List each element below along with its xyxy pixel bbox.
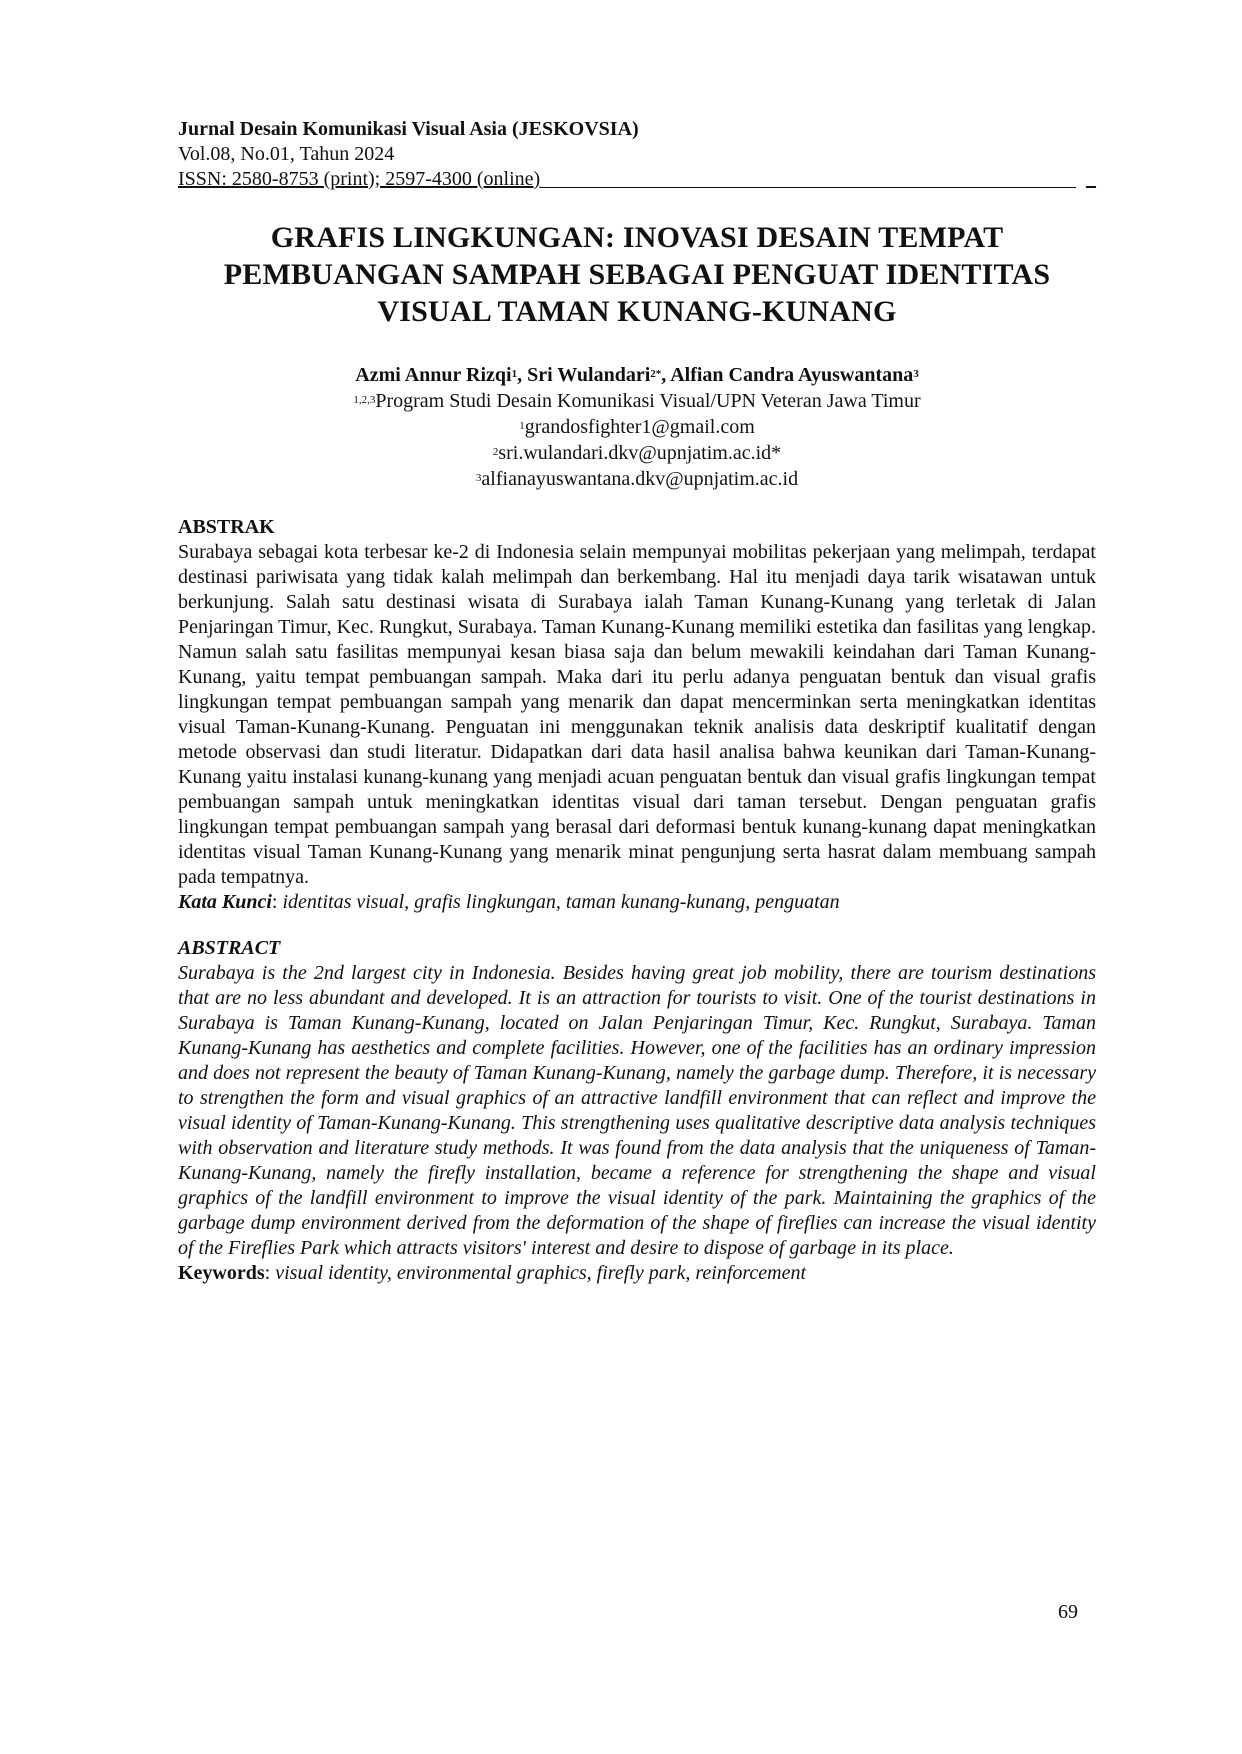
author-3-sup: 3 bbox=[913, 368, 919, 380]
affiliation-text: Program Studi Desain Komunikasi Visual/UPN Veteran Jawa Timur bbox=[375, 390, 921, 412]
title-line-1: GRAFIS LINGKUNGAN: INOVASI DESAIN TEMPAT bbox=[270, 221, 1004, 254]
abstrak-keywords-text: identitas visual, grafis lingkungan, taman kunang-kunang, penguatan bbox=[282, 891, 840, 913]
email-2-sup: 2 bbox=[492, 446, 499, 458]
abstract-body: Surabaya is the 2nd largest city in Indonesia. Besides having great job mobility, there are tourism destinations that are no less abundant and developed. It is an attraction for tourists to visit. One of the tourist destinations in Surabaya is Taman Kunang-Kunang, located on Jalan Penjaringan Timur, Kec. Rungkut, Surabaya. Taman Kunang-Kunang has aesthetics and complete facilities. However, one of the facilities has an ordinary impression and does not represent the beauty of Taman Kunang-Kunang, namely the garbage dump. Therefore, it is necessary to strengthen the form and visual graphics of an attractive landfill environment that can reflect and improve the visual identity of Taman-Kunang-Kunang. This strengthening uses qualitative descriptive data analysis techniques with observation and literature study methods. It was found from the data analysis that the uniqueness of Taman-Kunang-Kunang, namely the firefly installation, became a reference for strengthening the shape and visual graphics of the landfill environment to improve the visual identity of the park. Maintaining the graphics of the garbage dump environment derived from the deformation of the shape of fireflies can increase the visual identity of the Fireflies Park which attracts visitors' interest and desire to dispose of garbage in its place. bbox=[178, 962, 1096, 1259]
abstrak-section bbox=[178, 515, 1096, 915]
abstract-keywords-label: Keywords bbox=[178, 1262, 265, 1284]
header-rule bbox=[540, 187, 1076, 188]
issn-line bbox=[178, 167, 1096, 192]
abstract-keywords bbox=[178, 1261, 1096, 1286]
paper-title bbox=[178, 219, 1096, 330]
email-3 bbox=[178, 466, 1096, 492]
author-3: Alfian Candra Ayuswantana bbox=[670, 364, 914, 386]
affiliation bbox=[178, 388, 1096, 414]
author-sep-2: , bbox=[661, 364, 671, 386]
author-1-sup: 1 bbox=[511, 368, 518, 380]
journal-header bbox=[178, 117, 1096, 192]
page-number: 69 bbox=[1058, 1601, 1078, 1623]
author-block bbox=[178, 362, 1096, 492]
author-2: Sri Wulandari bbox=[527, 364, 651, 386]
abstract-heading: ABSTRACT bbox=[178, 937, 281, 959]
issn-tail: _ bbox=[1086, 168, 1096, 190]
abstract-keywords-colon: : bbox=[264, 1262, 276, 1284]
author-1: Azmi Annur Rizqi bbox=[355, 364, 512, 386]
abstrak-keywords-colon: : bbox=[271, 891, 283, 913]
title-line-2: PEMBUANGAN SAMPAH SEBAGAI PENGUAT IDENTITAS bbox=[223, 258, 1051, 291]
email-2 bbox=[178, 440, 1096, 466]
title-line-3: VISUAL TAMAN KUNANG-KUNANG bbox=[377, 295, 897, 328]
journal-name: Jurnal Desain Komunikasi Visual Asia (JESKOVSIA) bbox=[178, 118, 639, 140]
paper-page bbox=[178, 117, 1096, 1286]
journal-volume: Vol.08, No.01, Tahun 2024 bbox=[178, 143, 395, 165]
email-1-text: grandosfighter1@gmail.com bbox=[524, 416, 755, 438]
affiliation-sup: 1,2,3 bbox=[353, 394, 376, 406]
abstrak-heading: ABSTRAK bbox=[178, 516, 275, 538]
email-3-sup: 3 bbox=[475, 472, 482, 484]
author-2-sup: 2* bbox=[650, 368, 662, 380]
abstract-section bbox=[178, 936, 1096, 1286]
abstract-keywords-text: visual identity, environmental graphics, firefly park, reinforcement bbox=[275, 1262, 807, 1284]
author-sep-1: , bbox=[517, 364, 528, 386]
author-names bbox=[178, 362, 1096, 388]
journal-issn: ISSN: 2580-8753 (print); 2597-4300 (online) bbox=[178, 168, 541, 190]
abstrak-body: Surabaya sebagai kota terbesar ke-2 di Indonesia selain mempunyai mobilitas pekerjaan yang melimpah, terdapat destinasi pariwisata yang tidak kalah melimpah dan berkembang. Hal itu menjadi daya tarik wisatawan untuk berkunjung. Salah satu destinasi wisata di Surabaya ialah Taman Kunang-Kunang yang terletak di Jalan Penjaringan Timur, Kec. Rungkut, Surabaya. Taman Kunang-Kunang memiliki estetika dan fasilitas yang lengkap. Namun salah satu fasilitas mempunyai kesan biasa saja dan belum mewakili keindahan dari Taman Kunang-Kunang, yaitu tempat pembuangan sampah. Maka dari itu perlu adanya penguatan bentuk dan visual grafis lingkungan tempat pembuangan sampah yang menarik dan dapat mencerminkan serta meningkatkan identitas visual Taman-Kunang-Kunang. Penguatan ini menggunakan teknik analisis data deskriptif kualitatif dengan metode observasi dan studi literatur. Didapatkan dari data hasil analisa bahwa keunikan dari Taman-Kunang-Kunang yaitu instalasi kunang-kunang yang menjadi acuan penguatan bentuk dan visual grafis lingkungan tempat pembuangan sampah untuk meningkatkan identitas visual dari taman tersebut. Dengan penguatan grafis lingkungan tempat pembuangan sampah yang berasal dari deformasi bentuk kunang-kunang dapat meningkatkan identitas visual Taman Kunang-Kunang yang menarik minat pengunjung serta hasrat dalam membuang sampah pada tempatnya. bbox=[178, 541, 1096, 888]
email-3-text: alfianayuswantana.dkv@upnjatim.ac.id bbox=[481, 468, 799, 490]
email-2-text: sri.wulandari.dkv@upnjatim.ac.id* bbox=[498, 442, 782, 464]
abstrak-keywords bbox=[178, 890, 1096, 915]
abstrak-keywords-label: Kata Kunci bbox=[178, 891, 272, 913]
email-1-sup: 1 bbox=[519, 420, 525, 432]
email-1 bbox=[178, 414, 1096, 440]
